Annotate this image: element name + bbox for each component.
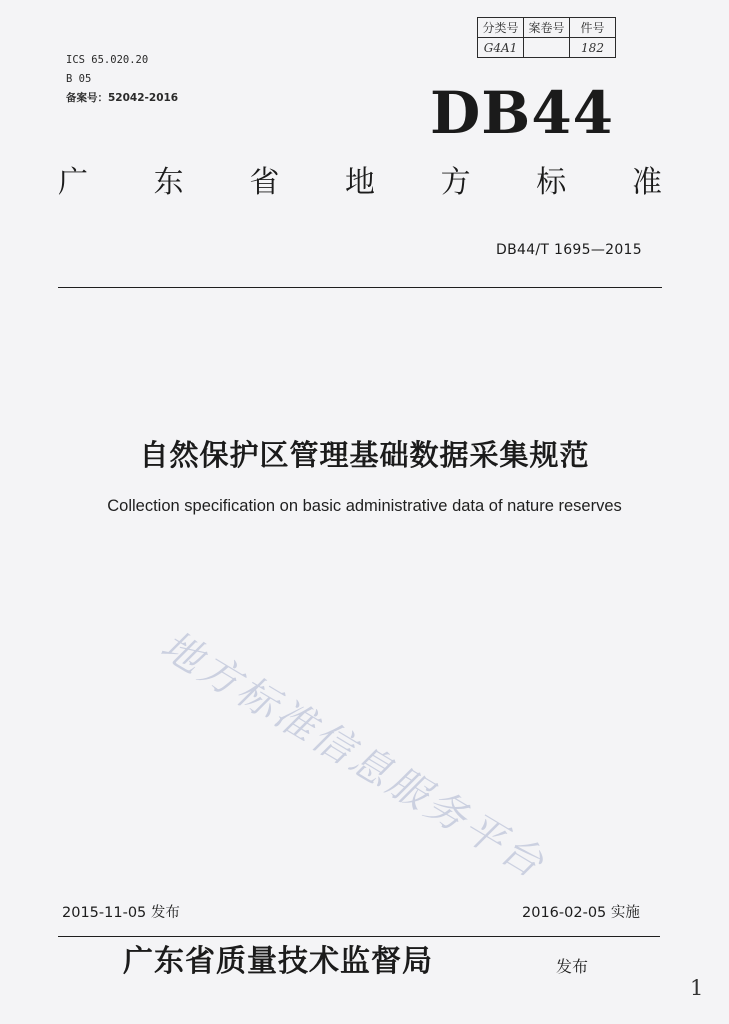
stamp-value-item: 182 bbox=[570, 38, 616, 58]
title-char: 准 bbox=[631, 165, 662, 200]
stamp-value-volume bbox=[524, 38, 570, 58]
page-number: 1 bbox=[690, 976, 704, 1000]
standard-number: DB44/T 1695—2015 bbox=[496, 242, 642, 258]
standard-code: DB44 bbox=[430, 79, 615, 147]
header-divider bbox=[58, 287, 662, 288]
ccs-code: B 05 bbox=[66, 73, 92, 85]
implementation-date: 2016-02-05 实施 bbox=[522, 905, 640, 921]
watermark-text: 地方标准信息服务平台 bbox=[152, 622, 554, 889]
document-title-en: Collection specification on basic administrative data of nature reserves bbox=[107, 497, 622, 515]
archive-stamp bbox=[477, 17, 616, 58]
footer-divider bbox=[58, 936, 660, 937]
title-char: 标 bbox=[536, 165, 567, 200]
ics-code: ICS 65.020.20 bbox=[66, 54, 149, 66]
standard-type-title bbox=[58, 165, 662, 200]
title-char: 广 bbox=[58, 165, 88, 200]
issue-label: 发布 bbox=[556, 957, 589, 976]
stamp-header-item: 件号 bbox=[570, 18, 616, 38]
issuing-authority: 广东省质量技术监督局 bbox=[123, 944, 433, 979]
title-char: 地 bbox=[344, 165, 375, 200]
stamp-header-volume: 案卷号 bbox=[524, 18, 570, 38]
title-char: 省 bbox=[249, 165, 280, 200]
filing-number: 备案号：52042-2016 bbox=[66, 92, 179, 104]
release-date: 2015-11-05 发布 bbox=[62, 905, 180, 921]
document-title-cn: 自然保护区管理基础数据采集规范 bbox=[139, 438, 590, 472]
stamp-value-category: G4A1 bbox=[478, 38, 524, 58]
title-char: 方 bbox=[440, 165, 471, 200]
title-char: 东 bbox=[153, 165, 184, 200]
stamp-header-category: 分类号 bbox=[478, 18, 524, 38]
